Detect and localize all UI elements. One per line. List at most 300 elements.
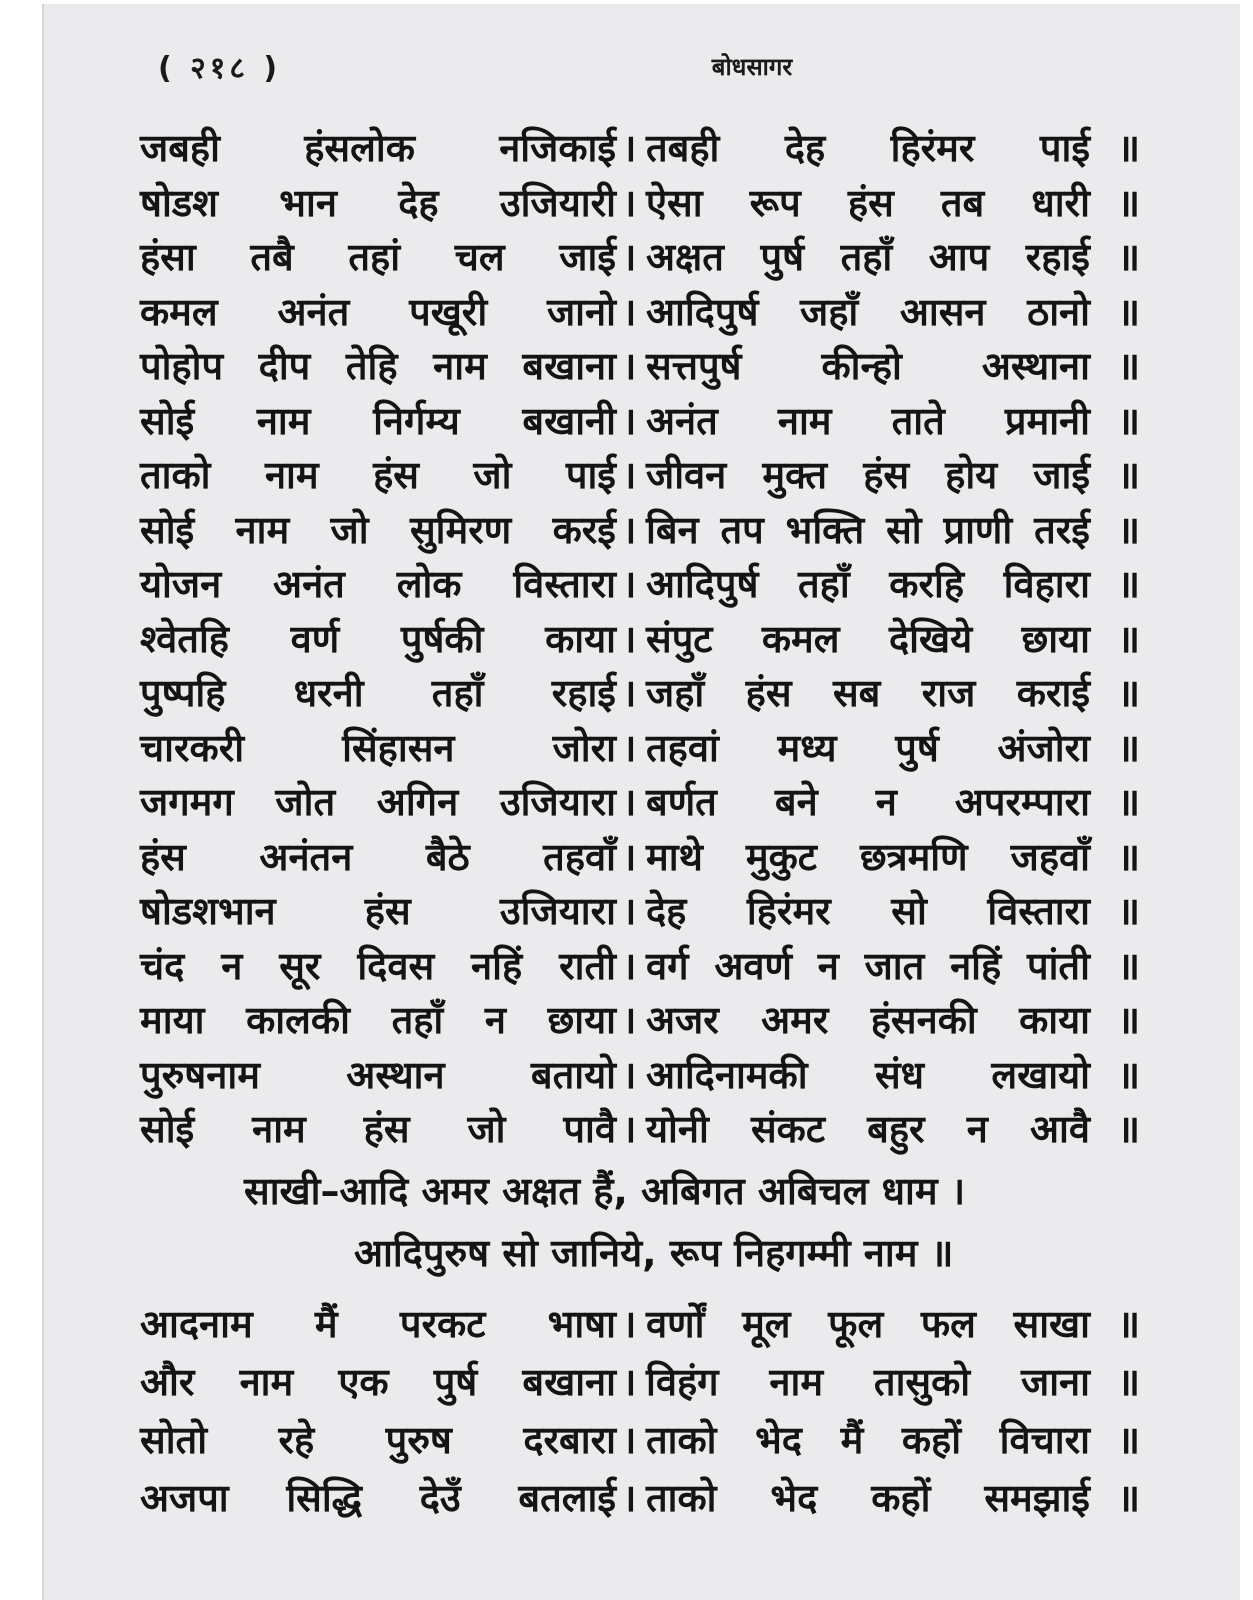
verse-half-a xyxy=(140,1297,622,1349)
verse-word: भेद xyxy=(770,1476,818,1520)
verse-word: सोई xyxy=(140,507,195,552)
verse-word: राती xyxy=(559,943,616,988)
verse-word: आदिपुर्ष xyxy=(646,289,759,334)
verse-word: विस्तारा xyxy=(987,889,1090,934)
verse-word: मुक्त xyxy=(762,453,828,498)
verse-word: पाई xyxy=(1039,126,1090,171)
verse-word: देह xyxy=(646,889,687,934)
verse-half-a xyxy=(140,830,622,882)
verse-word: ठानो xyxy=(1027,289,1090,334)
verse-word: सोई xyxy=(140,1107,195,1152)
verse-half-b xyxy=(636,285,1090,337)
verse-word: उजियारा xyxy=(499,780,616,825)
danda-mark: । xyxy=(622,1360,637,1404)
verse-word: आवै xyxy=(1030,1107,1090,1152)
verse-word: नाम xyxy=(264,453,319,498)
danda-mark: । xyxy=(622,998,637,1043)
verse-half-b xyxy=(636,230,1090,282)
verse-word: पुर्ष xyxy=(895,725,939,770)
verse-word: देह xyxy=(784,126,826,171)
verse-word: देह xyxy=(398,180,439,225)
double-danda-mark: ॥ xyxy=(1117,1052,1140,1097)
verse-word: अजपा xyxy=(140,1476,229,1520)
verse-word: हंसा xyxy=(140,235,196,280)
danda-mark: । xyxy=(622,1107,637,1152)
verse-word: रूप xyxy=(749,180,801,225)
verse-word: रहाई xyxy=(1025,235,1090,280)
verse-word: जाना xyxy=(1021,1360,1090,1404)
verse-word: अगिन xyxy=(376,780,459,825)
verse-word: न xyxy=(966,1107,988,1152)
verse-half-a xyxy=(140,557,622,609)
verse-word: आदनाम xyxy=(140,1302,253,1346)
verse-word: हंस xyxy=(745,671,792,716)
verse-word: षोडशभान xyxy=(140,889,276,934)
verse-word: राज xyxy=(921,671,976,716)
danda-mark: । xyxy=(622,834,637,879)
page-number: ( २१८ ) xyxy=(158,51,282,86)
verse-word: मूल xyxy=(742,1302,791,1346)
danda-mark: । xyxy=(622,289,637,334)
verse-word: जात xyxy=(864,943,925,988)
verse-word: नाम xyxy=(777,398,832,443)
verse-half-b xyxy=(636,993,1090,1045)
verse-word: नाम xyxy=(235,507,290,552)
verse-half-b xyxy=(636,1413,1090,1465)
verse-word: सूर xyxy=(279,943,321,988)
verse-line xyxy=(140,665,1140,720)
verse-word: वर्ग xyxy=(646,943,689,988)
verse-word: ताको xyxy=(140,453,211,498)
verse-word: नाम xyxy=(433,344,487,389)
verse-half-a xyxy=(140,939,622,991)
verse-half-b xyxy=(636,121,1090,173)
sakhi-line-2: आदिपुरुष सो जानिये, रूप निहगम्मी नाम ॥ xyxy=(354,1231,954,1275)
danda-mark: । xyxy=(622,1476,637,1520)
double-danda-mark: ॥ xyxy=(1117,180,1140,225)
verse-line xyxy=(140,992,1140,1047)
danda-mark: । xyxy=(622,344,637,389)
verse-half-b xyxy=(636,1471,1090,1523)
verse-line xyxy=(140,175,1140,230)
verse-word: वर्णों xyxy=(646,1302,705,1346)
verse-word: चंद xyxy=(140,943,185,988)
verse-word: संध xyxy=(874,1052,925,1097)
verse-word: छाया xyxy=(1021,616,1090,661)
double-danda-mark: ॥ xyxy=(1117,1360,1140,1404)
verse-word: बतायो xyxy=(530,1052,616,1097)
double-danda-mark: ॥ xyxy=(1117,562,1140,607)
danda-mark: । xyxy=(622,1302,637,1346)
verse-half-a xyxy=(140,503,622,555)
verse-word: सोतो xyxy=(140,1418,208,1462)
verse-half-a xyxy=(140,394,622,446)
verse-word: होय xyxy=(945,453,998,498)
verse-word: प्रमानी xyxy=(1004,398,1090,443)
verse-word: अस्थान xyxy=(346,1052,445,1097)
verse-line xyxy=(140,502,1140,557)
verse-word: मैं xyxy=(840,1418,864,1462)
verse-half-a xyxy=(140,339,622,391)
verse-word: तबै xyxy=(250,235,294,280)
verse-half-a xyxy=(140,884,622,936)
verse-word: नजिकाई xyxy=(499,126,616,171)
verse-word: हंस xyxy=(863,453,910,498)
verse-word: नाम xyxy=(252,1107,306,1152)
verse-half-a xyxy=(140,721,622,773)
verse-word: नहिं xyxy=(950,943,1002,988)
page-header xyxy=(144,46,1140,86)
verse-word: तरई xyxy=(1034,507,1090,552)
verse-half-b xyxy=(636,503,1090,555)
verse-word: आसन xyxy=(899,289,986,334)
verse-word: धरनी xyxy=(293,671,364,716)
verse-half-a xyxy=(140,176,622,228)
verse-word: हंसलोक xyxy=(304,126,415,171)
double-danda-mark: ॥ xyxy=(1117,344,1140,389)
verse-word: एक xyxy=(338,1360,389,1404)
verse-half-b xyxy=(636,394,1090,446)
verse-word: अवर्ण xyxy=(714,943,792,988)
verse-half-b xyxy=(636,939,1090,991)
verse-word: अनंत xyxy=(277,289,350,334)
verse-word: अनंत xyxy=(646,398,718,443)
verse-word: बखानी xyxy=(522,398,616,443)
verse-word: अक्षत xyxy=(646,235,724,280)
verse-half-a xyxy=(140,285,622,337)
verse-word: पुर्ष xyxy=(760,235,805,280)
verse-word: करहि xyxy=(889,562,965,607)
verse-word: जो xyxy=(473,453,512,498)
double-danda-mark: ॥ xyxy=(1117,998,1140,1043)
verse-word: विहारा xyxy=(1003,562,1090,607)
verse-word: अजर xyxy=(646,998,719,1043)
verse-word: जबही xyxy=(140,126,220,171)
verse-word: लखायो xyxy=(991,1052,1090,1097)
danda-mark: । xyxy=(622,889,637,934)
verse-line xyxy=(140,229,1140,284)
verse-half-a xyxy=(140,775,622,827)
verse-word: समझाई xyxy=(984,1476,1090,1520)
verse-line xyxy=(140,1352,1140,1410)
verse-word: तहाँ xyxy=(431,671,484,716)
verse-word: भेद xyxy=(755,1418,802,1462)
verse-word: सब xyxy=(832,671,881,716)
verse-line xyxy=(140,338,1140,393)
verse-word: संपुट xyxy=(646,616,713,661)
verse-word: जहवाँ xyxy=(1010,834,1090,879)
verse-word: अमर xyxy=(761,998,829,1043)
verse-word: सिद्धि xyxy=(286,1476,363,1520)
verse-word: ताको xyxy=(646,1418,717,1462)
verse-half-b xyxy=(636,176,1090,228)
verse-word: पुर्षकी xyxy=(400,616,484,661)
verse-word: न xyxy=(221,943,243,988)
verse-word: भान xyxy=(279,180,337,225)
verse-line xyxy=(140,284,1140,339)
verse-word: पुरुष xyxy=(385,1418,452,1462)
verse-word: माथे xyxy=(646,834,703,879)
double-danda-mark: ॥ xyxy=(1117,453,1140,498)
danda-mark: । xyxy=(622,398,637,443)
verse-word: न xyxy=(817,943,839,988)
verse-line xyxy=(140,611,1140,666)
verse-word: हंसनकी xyxy=(870,998,977,1043)
danda-mark: । xyxy=(622,671,637,716)
verse-word: जोत xyxy=(275,780,336,825)
verse-word: हंस xyxy=(363,1107,410,1152)
double-danda-mark: ॥ xyxy=(1117,780,1140,825)
verse-word: वर्ण xyxy=(290,616,340,661)
verse-word: बतलाई xyxy=(518,1476,616,1520)
verse-word: धारी xyxy=(1031,180,1090,225)
verse-word: सो xyxy=(891,889,927,934)
danda-mark: । xyxy=(622,725,637,770)
danda-mark: । xyxy=(622,235,637,280)
verse-word: ताते xyxy=(891,398,945,443)
verse-word: जहाँ xyxy=(800,289,859,334)
verse-half-a xyxy=(140,1048,622,1100)
verse-word: कमल xyxy=(140,289,218,334)
double-danda-mark: ॥ xyxy=(1117,943,1140,988)
verse-line xyxy=(140,1468,1140,1526)
verse-word: हंस xyxy=(847,180,894,225)
verse-word: आदिनामकी xyxy=(646,1052,808,1097)
verse-word: अस्थाना xyxy=(981,344,1090,389)
verse-word: करई xyxy=(552,507,616,552)
verse-half-b xyxy=(636,884,1090,936)
verse-word: मैं xyxy=(314,1302,338,1346)
verse-half-a xyxy=(140,1471,622,1523)
verse-word: हिरंमर xyxy=(746,889,831,934)
verse-word: मुकुट xyxy=(745,834,817,879)
double-danda-mark: ॥ xyxy=(1117,725,1140,770)
verse-block-2 xyxy=(140,1294,1140,1526)
verse-word: हंस xyxy=(373,453,419,498)
verse-line xyxy=(140,393,1140,448)
verse-word: हंस xyxy=(140,834,186,879)
verse-half-b xyxy=(636,1048,1090,1100)
verse-word: बिन xyxy=(646,507,699,552)
verse-word: प्राणी xyxy=(943,507,1013,552)
danda-mark: । xyxy=(622,562,637,607)
verse-word: ऐसा xyxy=(646,180,703,225)
verse-word: लोक xyxy=(396,562,462,607)
verse-word: जो xyxy=(467,1107,506,1152)
verse-word: मध्य xyxy=(777,725,837,770)
verse-word: कीन्हो xyxy=(821,344,902,389)
verse-word: हिरंमर xyxy=(890,126,975,171)
verse-word: योनी xyxy=(646,1107,709,1152)
verse-word: तहां xyxy=(348,235,401,280)
verse-word: और xyxy=(140,1360,195,1404)
verse-word: उजियारी xyxy=(499,180,616,225)
verse-word: तेहि xyxy=(345,344,398,389)
verse-word: भाषा xyxy=(547,1302,616,1346)
verse-word: सुमिरण xyxy=(409,507,512,552)
verse-line xyxy=(140,938,1140,993)
verse-half-a xyxy=(140,230,622,282)
verse-word: बखाना xyxy=(522,1360,616,1404)
verse-half-a xyxy=(140,1413,622,1465)
verse-word: दिवस xyxy=(357,943,435,988)
verse-word: तबही xyxy=(646,126,720,171)
danda-mark: । xyxy=(622,780,637,825)
verse-word: हंस xyxy=(364,889,411,934)
verse-word: जानो xyxy=(546,289,616,334)
double-danda-mark: ॥ xyxy=(1117,507,1140,552)
verse-word: परकट xyxy=(399,1302,486,1346)
double-danda-mark: ॥ xyxy=(1117,834,1140,879)
verse-half-b xyxy=(636,1355,1090,1407)
verse-word: चारकरी xyxy=(140,725,245,770)
verse-line xyxy=(140,1294,1140,1352)
verse-word: विस्तारा xyxy=(513,562,616,607)
verse-word: नहिं xyxy=(471,943,523,988)
verse-word: कहों xyxy=(871,1476,931,1520)
verse-line xyxy=(140,1101,1140,1156)
verse-word: सत्तपुर्ष xyxy=(646,344,742,389)
verse-half-a xyxy=(140,666,622,718)
verse-half-b xyxy=(636,1297,1090,1349)
verse-word: निर्गम्य xyxy=(373,398,460,443)
verse-word: सो xyxy=(886,507,922,552)
verse-half-a xyxy=(140,1102,622,1154)
verse-word: उजियारा xyxy=(499,889,616,934)
verse-word: माया xyxy=(140,998,205,1043)
verse-word: तहवाँ xyxy=(543,834,616,879)
verse-word: जगमग xyxy=(140,780,234,825)
verse-word: अंजोरा xyxy=(997,725,1090,770)
danda-mark: । xyxy=(622,616,637,661)
verse-line xyxy=(140,720,1140,775)
verse-word: श्वेतहि xyxy=(140,616,229,661)
verse-word: दरबारा xyxy=(523,1418,616,1462)
verse-line xyxy=(140,1047,1140,1102)
double-danda-mark: ॥ xyxy=(1117,1476,1140,1520)
verse-word: नाम xyxy=(256,398,311,443)
verse-word: भक्ति xyxy=(785,507,865,552)
verse-half-b xyxy=(636,666,1090,718)
verse-word: सोई xyxy=(140,398,195,443)
verse-word: षोडश xyxy=(140,180,218,225)
verse-word: पुष्पहि xyxy=(140,671,226,716)
verse-word: नाम xyxy=(239,1360,294,1404)
double-danda-mark: ॥ xyxy=(1117,289,1140,334)
verse-half-b xyxy=(636,775,1090,827)
verse-word: जीवन xyxy=(646,453,727,498)
verse-half-a xyxy=(140,1355,622,1407)
book-page xyxy=(42,4,1240,1600)
verse-word: काया xyxy=(1019,998,1090,1043)
verse-word: तहाँ xyxy=(798,562,850,607)
verse-word: रहे xyxy=(278,1418,315,1462)
verse-word: अनंतन xyxy=(259,834,353,879)
verse-line xyxy=(140,774,1140,829)
verse-half-b xyxy=(636,721,1090,773)
verse-word: पोहोप xyxy=(140,344,224,389)
verse-word: देखिये xyxy=(889,616,973,661)
verse-half-b xyxy=(636,1102,1090,1154)
verse-word: आप xyxy=(928,235,990,280)
verse-word: दीप xyxy=(258,344,311,389)
verse-word: देउँ xyxy=(419,1476,461,1520)
verse-half-b xyxy=(636,557,1090,609)
verse-word: कालकी xyxy=(246,998,350,1043)
verse-word: बैठे xyxy=(425,834,470,879)
verse-word: बखाना xyxy=(522,344,616,389)
double-danda-mark: ॥ xyxy=(1117,1418,1140,1462)
verse-word: छाया xyxy=(547,998,616,1043)
verse-word: आदिपुर्ष xyxy=(646,562,759,607)
verse-word: चल xyxy=(454,235,505,280)
verse-word: पाई xyxy=(565,453,616,498)
danda-mark: । xyxy=(622,507,637,552)
double-danda-mark: ॥ xyxy=(1117,126,1140,171)
verse-word: बने xyxy=(774,780,818,825)
verse-word: पुर्ष xyxy=(433,1360,478,1404)
verse-line xyxy=(140,556,1140,611)
double-danda-mark: ॥ xyxy=(1117,1302,1140,1346)
verse-word: पुरुषनाम xyxy=(140,1052,260,1097)
verse-word: कराई xyxy=(1016,671,1090,716)
running-title: बोधसागर xyxy=(711,53,793,81)
verse-word: न xyxy=(484,998,506,1043)
verse-word: छत्रमणि xyxy=(859,834,968,879)
verse-word: जाई xyxy=(559,235,616,280)
verse-word: रहाई xyxy=(551,671,616,716)
verse-half-b xyxy=(636,830,1090,882)
verse-word: बर्णत xyxy=(646,780,717,825)
verse-word: जो xyxy=(330,507,369,552)
verse-word: जहाँ xyxy=(646,671,705,716)
verse-word: पखूरी xyxy=(409,289,488,334)
verse-word: कहों xyxy=(901,1418,962,1462)
danda-mark: । xyxy=(622,453,637,498)
double-danda-mark: ॥ xyxy=(1117,398,1140,443)
verse-word: न xyxy=(875,780,897,825)
verse-word: तहवां xyxy=(646,725,719,770)
verse-word: जाई xyxy=(1033,453,1090,498)
verse-word: कमल xyxy=(761,616,840,661)
verse-word: सिंहासन xyxy=(342,725,455,770)
verse-word: तासुको xyxy=(873,1360,971,1404)
verse-word: फल xyxy=(920,1302,976,1346)
verse-word: साखा xyxy=(1013,1302,1090,1346)
verse-word: तहाँ xyxy=(391,998,444,1043)
verse-line xyxy=(140,883,1140,938)
verse-word: फूल xyxy=(828,1302,884,1346)
double-danda-mark: ॥ xyxy=(1117,616,1140,661)
verse-half-a xyxy=(140,993,622,1045)
verse-word: ताको xyxy=(646,1476,717,1520)
verse-word: अनंत xyxy=(273,562,345,607)
verse-word: तब xyxy=(940,180,985,225)
verse-line xyxy=(140,1410,1140,1468)
verse-word: काया xyxy=(545,616,616,661)
verse-word: तप xyxy=(720,507,764,552)
verse-half-a xyxy=(140,612,622,664)
verse-line xyxy=(140,829,1140,884)
verse-word: तहाँ xyxy=(840,235,893,280)
verse-half-a xyxy=(140,121,622,173)
verse-half-b xyxy=(636,339,1090,391)
double-danda-mark: ॥ xyxy=(1117,1107,1140,1152)
verse-half-a xyxy=(140,448,622,500)
verse-half-b xyxy=(636,612,1090,664)
verse-half-b xyxy=(636,448,1090,500)
verse-word: पावै xyxy=(563,1107,616,1152)
